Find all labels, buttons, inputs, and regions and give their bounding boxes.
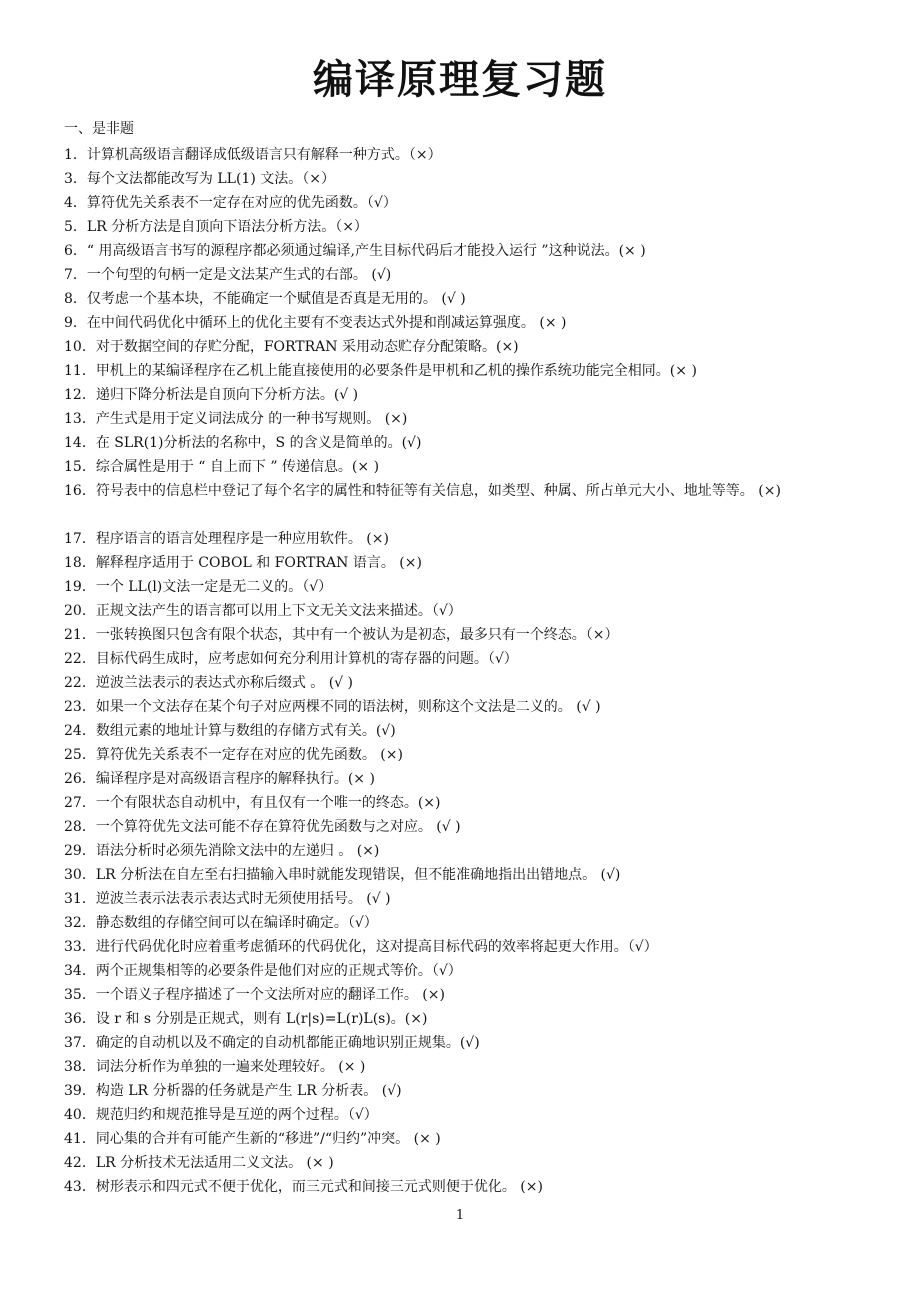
question-item: 34．两个正规集相等的必要条件是他们对应的正规式等价。（√） — [64, 963, 462, 979]
question-item: 24．数组元素的地址计算与数组的存储方式有关。(√) — [64, 723, 396, 739]
question-item: 3．每个文法都能改写为 LL(1) 文法。（×） — [64, 171, 335, 187]
question-item: 42．LR 分析技术无法适用二义文法。 (× ) — [64, 1155, 334, 1171]
question-item: 26．编译程序是对高级语言程序的解释执行。(× ) — [64, 771, 375, 787]
question-item: 12．递归下降分析法是自顶向下分析方法。(√ ) — [64, 387, 359, 403]
question-item: 36．设 r 和 s 分别是正规式，则有 L(r|s)=L(r)L(s)。(×) — [64, 1011, 428, 1027]
question-item: 14．在 SLR(1)分析法的名称中，S 的含义是简单的。(√) — [64, 435, 422, 451]
question-item: 25．算符优先关系表不一定存在对应的优先函数。 (×) — [64, 747, 403, 763]
question-item: 38．词法分析作为单独的一遍来处理较好。 (× ) — [64, 1059, 366, 1075]
question-item: 1．计算机高级语言翻译成低级语言只有解释一种方式。（×） — [64, 147, 442, 163]
question-item: 33．进行代码优化时应着重考虑循环的代码优化，这对提高目标代码的效率将起更大作用。（√） — [64, 939, 658, 955]
question-item: 22．目标代码生成时，应考虑如何充分利用计算机的寄存器的问题。（√） — [64, 651, 518, 667]
section-heading: 一、是非题 — [64, 121, 134, 137]
question-item: 5．LR 分析方法是自顶向下语法分析方法。（×） — [64, 219, 368, 235]
document-title: 编译原理复习题 — [313, 56, 607, 103]
question-item: 39．构造 LR 分析器的任务就是产生 LR 分析表。 (√) — [64, 1083, 402, 1099]
question-item: 23．如果一个文法存在某个句子对应两棵不同的语法树，则称这个文法是二义的。 (√ ) — [64, 699, 601, 715]
question-item: 41．同心集的合并有可能产生新的“移进”/“归约”冲突。 (× ) — [64, 1131, 441, 1147]
question-item: 27．一个有限状态自动机中，有且仅有一个唯一的终态。(×) — [64, 795, 441, 811]
question-item: 17．程序语言的语言处理程序是一种应用软件。 (×) — [64, 531, 389, 547]
question-item: 30．LR 分析法在自左至右扫描输入串时就能发现错误，但不能准确地指出出错地点。 (√) — [64, 867, 621, 883]
question-item: 19．一个 LL(l)文法一定是无二义的。（√） — [64, 579, 333, 595]
question-item: 4．算符优先关系表不一定存在对应的优先函数。（√） — [64, 195, 397, 211]
question-item: 9．在中间代码优化中循环上的优化主要有不变表达式外提和削减运算强度。 (× ) — [64, 315, 567, 331]
question-item: 10．对于数据空间的存贮分配，FORTRAN 采用动态贮存分配策略。(×) — [64, 339, 519, 355]
true-false-question-list — [64, 143, 864, 1199]
question-item: 20．正规文法产生的语言都可以用上下文无关文法来描述。（√） — [64, 603, 462, 619]
page-number: 1 — [455, 1208, 465, 1223]
question-item: 35．一个语义子程序描述了一个文法所对应的翻译工作。 (×) — [64, 987, 445, 1003]
question-item: 16．符号表中的信息栏中登记了每个名字的属性和特征等有关信息，如类型、种属、所占单元大小、地址等等。 (×) — [64, 483, 781, 499]
question-item: 6．“ 用高级语言书写的源程序都必须通过编译,产生目标代码后才能投入运行 ”这种说法。(× ) — [64, 243, 646, 259]
question-item: 15．综合属性是用于 “ 自上而下 ” 传递信息。(× ) — [64, 459, 380, 475]
question-item: 13．产生式是用于定义词法成分 的一种书写规则。 (×) — [64, 411, 408, 427]
question-item: 28．一个算符优先文法可能不存在算符优先函数与之对应。 (√ ) — [64, 819, 461, 835]
question-item: 29．语法分析时必须先消除文法中的左递归 。 (×) — [64, 843, 380, 859]
question-item: 40．规范归约和规范推导是互逆的两个过程。（√） — [64, 1107, 378, 1123]
question-item: 11．甲机上的某编译程序在乙机上能直接使用的必要条件是甲机和乙机的操作系统功能完全相同。(× ) — [64, 363, 697, 379]
question-item: 7．一个句型的句柄一定是文法某产生式的右部。 (√) — [64, 267, 392, 283]
question-item: 21．一张转换图只包含有限个状态，其中有一个被认为是初态，最多只有一个终态。（×） — [64, 627, 619, 643]
question-item: 43．树形表示和四元式不便于优化，而三元式和间接三元式则便于优化。 (×) — [64, 1179, 543, 1195]
question-item: 37．确定的自动机以及不确定的自动机都能正确地识别正规集。(√) — [64, 1035, 480, 1051]
question-item: 32．静态数组的存储空间可以在编译时确定。（√） — [64, 915, 378, 931]
question-item: 8．仅考虑一个基本块，不能确定一个赋值是否真是无用的。 (√ ) — [64, 291, 466, 307]
question-item: 22．逆波兰法表示的表达式亦称后缀式 。 (√ ) — [64, 675, 354, 691]
question-item: 18．解释程序适用于 COBOL 和 FORTRAN 语言。 (×) — [64, 555, 422, 571]
question-item: 31．逆波兰表示法表示表达式时无须使用括号。 (√ ) — [64, 891, 391, 907]
